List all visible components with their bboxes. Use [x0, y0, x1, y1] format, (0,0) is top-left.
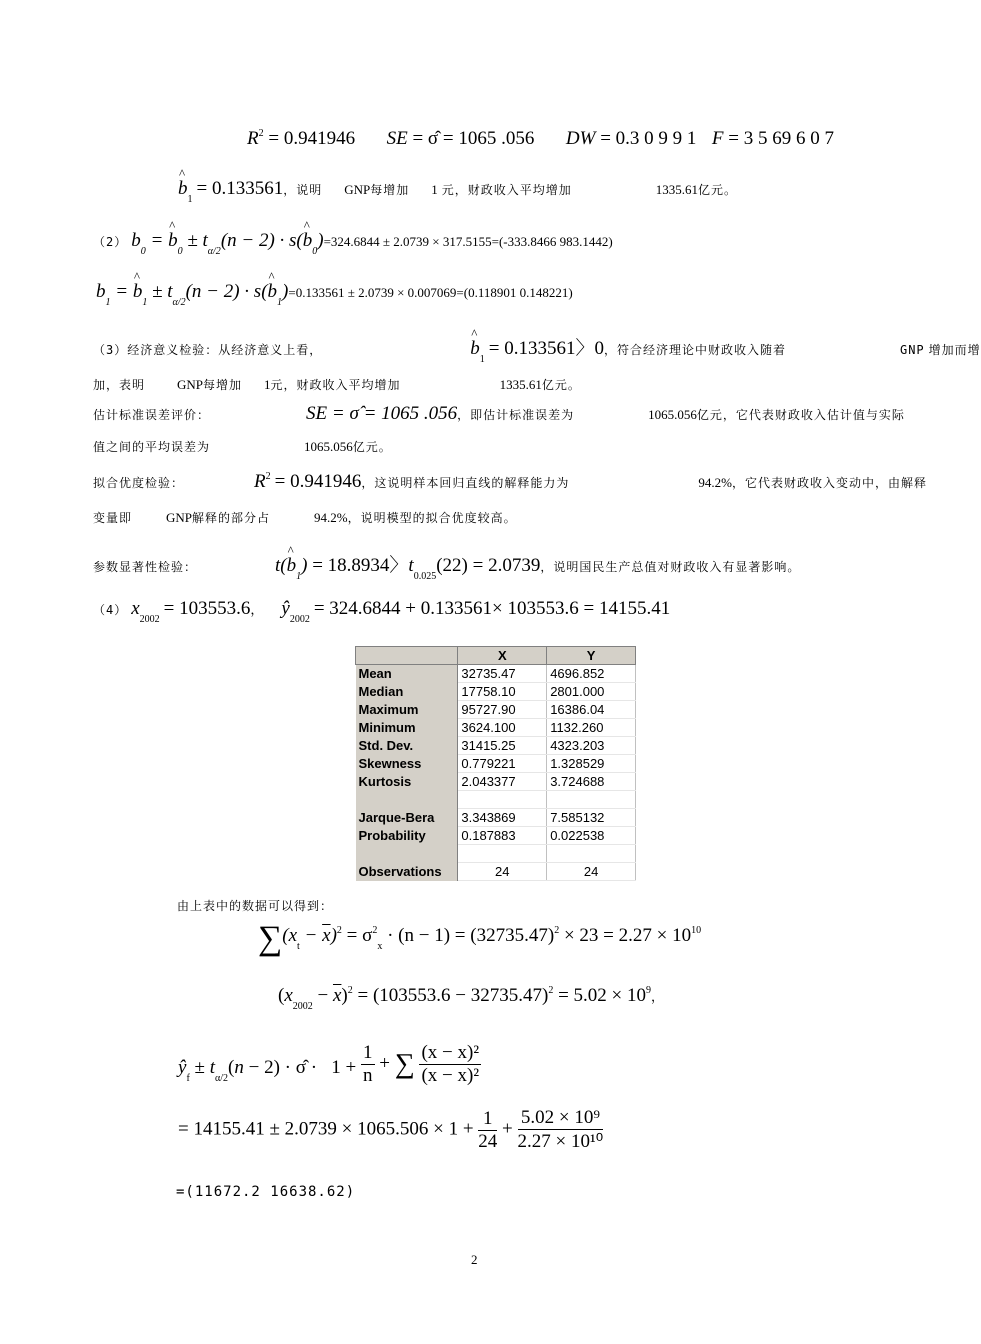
text-fragment: ，说明国民生产总值对财政收入有显著影响。 [540, 560, 801, 574]
row-label: Std. Dev. [356, 737, 458, 755]
se-evaluation-line [93, 403, 905, 425]
text-fragment: 变量即 [93, 511, 133, 525]
cell-x: 3.343869 [458, 809, 547, 827]
row-label: Skewness [356, 755, 458, 773]
row-label: Minimum [356, 719, 458, 737]
b1-interval-value: =0.133561 ± 2.0739 × 0.007069=(0.118901 0.148221) [288, 285, 573, 300]
text-fragment: 加，表明 [93, 378, 146, 392]
table-row [356, 719, 636, 737]
b1-symbol: ^ b [470, 338, 480, 360]
text-fragment: 参数显著性检验： [93, 560, 198, 574]
table-row [356, 845, 636, 863]
row-label: Median [356, 683, 458, 701]
table-row [356, 665, 636, 683]
text-fragment: 亿元。 [541, 378, 581, 392]
b1-symbol: ^ b [178, 178, 188, 200]
eq4-left: = 14155.41 ± 2.0739 × 1065.506 × 1 + [178, 1118, 474, 1140]
x-symbol: x [131, 598, 140, 619]
row-label: Observations [356, 863, 458, 881]
sum-symbol: ∑ [394, 1048, 415, 1080]
amount-text: 1335.61 [655, 182, 699, 197]
q3-line: （3）经济意义检验：从经济意义上看， ^ $b_1 = 0.133561$〉0，符合经济理论中财政收入随着 GNP 增加而增 [93, 333, 981, 360]
dw-value: = 0.3 0 9 9 1 [600, 128, 697, 149]
plus: + [502, 1118, 513, 1140]
eq3-frac1: $\frac{1}{n}$ [363, 1042, 373, 1086]
text-fragment: 亿元。 [698, 183, 738, 197]
cell-x: 2.043377 [458, 773, 547, 791]
b1-sub: 1 [187, 194, 193, 205]
text-fragment: 解释的部分占 [192, 511, 271, 525]
table-row [356, 737, 636, 755]
cell-y: 1.328529 [547, 755, 636, 773]
gnp-text: GNP [344, 182, 371, 197]
row-label: Mean [356, 665, 458, 683]
cell-y [547, 845, 636, 863]
eq3-left: $ŷ_f \pm t_{\alpha/2}(n - 2)$ · σ̂ · 1 + [178, 1056, 357, 1084]
row-label: Kurtosis [356, 773, 458, 791]
eq4-frac1: $\frac{1}{24}$ [478, 1107, 498, 1152]
eq4-frac2: $\frac{\text{5.02 × 10⁹}}{\text{2.27 × 10¹⁰}}$ [517, 1107, 604, 1152]
text-fragment: ，说明模型的拟合优度较高。 [347, 511, 517, 525]
question-label: （4） [93, 603, 128, 617]
x-value: = 103553.6 [163, 598, 251, 619]
calc-intro: 由上表中的数据可以得到： [177, 899, 334, 913]
text-fragment: 每增加 [370, 183, 410, 197]
r2-symbol: R [247, 128, 259, 149]
t-formula: t(^ $b_1$) [275, 555, 307, 576]
row-label: Probability [356, 827, 458, 845]
question-label: （2） [93, 235, 128, 249]
descriptive-stats-table [355, 646, 636, 881]
b1-value: = 0.133561〉0 [488, 338, 604, 359]
cell-x: 32735.47 [458, 665, 547, 683]
question-label: （3） [93, 343, 128, 357]
separator: ， [250, 602, 264, 617]
q4-line [93, 598, 671, 625]
x-sub: 2002 [139, 614, 160, 625]
b1-value: = 0.133561 [196, 178, 284, 199]
t-value: = 18.8934〉t [307, 555, 414, 576]
text-fragment: 元，财政收入平均增加 [270, 378, 401, 392]
cell-y: 7.585132 [547, 809, 636, 827]
text-fragment: 增加而增 [928, 343, 981, 357]
row-label [356, 791, 458, 809]
table-row [356, 755, 636, 773]
se-value: 1065.056 [304, 439, 353, 454]
gnp-text: GNP [899, 343, 925, 357]
b0-formula: $b_0$ = ^ $b_0 \pm t_{\alpha/2}(n - 2)$ · s(^ $b_0$) [131, 230, 323, 251]
se-value: 1065.056 [648, 407, 697, 422]
cell-x: 24 [458, 863, 547, 881]
cell-x: 95727.90 [458, 701, 547, 719]
text-fragment: 亿元。 [352, 440, 392, 454]
q2-b0-interval [93, 230, 613, 257]
calc-eq3 [178, 1042, 481, 1087]
q2-b1-interval [96, 281, 573, 308]
text-fragment: 经济意义检验：从经济意义上看， [127, 343, 323, 357]
row-label [356, 845, 458, 863]
r2-sup: 2 [258, 128, 264, 139]
one-text: 1 [264, 377, 271, 392]
text-fragment: 元，财政收入平均增加 [441, 183, 572, 197]
cell-y: 2801.000 [547, 683, 636, 701]
table-header: Y [547, 647, 636, 665]
r2-value: = 0.941946 [274, 471, 362, 492]
one-text: 1 [431, 182, 438, 197]
y-sub: 2002 [289, 614, 310, 625]
calc-eq2: $(x_{2002} - \overline{x})^2 = (103553.6 - 32735.47)^2 = 5.02 \times 10^9$， [278, 985, 665, 1012]
text-fragment: ，这说明样本回归直线的解释能力为 [361, 476, 570, 490]
fit-test-line-2 [93, 509, 517, 527]
table-row [356, 701, 636, 719]
y-symbol: ŷ [281, 598, 290, 619]
text-fragment: 值之间的平均误差为 [93, 440, 211, 454]
table-row [356, 773, 636, 791]
text-fragment: 拟合优度检验： [93, 476, 185, 490]
b1-interpretation-line [178, 178, 738, 205]
cell-y: 4696.852 [547, 665, 636, 683]
row-label: Maximum [356, 701, 458, 719]
table-row [356, 827, 636, 845]
eq2-body: $(x_{2002} - \overline{x})^2 = (103553.6 - 32735.47)^2 = 5.02 \times 10^9$ [278, 985, 652, 1012]
r2-symbol: R [254, 471, 266, 492]
gnp-text: GNP [177, 377, 204, 392]
row-label: Jarque-Bera [356, 809, 458, 827]
plus: + [379, 1052, 390, 1074]
cell-y: 3.724688 [547, 773, 636, 791]
table-header [356, 647, 458, 665]
cell-y: 4323.203 [547, 737, 636, 755]
table-row [356, 683, 636, 701]
q3-line-2 [93, 376, 581, 394]
cell-y [547, 791, 636, 809]
gnp-text: GNP [166, 510, 193, 525]
cell-x [458, 845, 547, 863]
text-fragment: ，说明 [283, 183, 323, 197]
fit-test-line: 拟合优度检验： $R^2 = 0.941946$，这说明样本回归直线的解释能力为 94.2%，它代表财政收入变动中，由解释 [93, 471, 927, 492]
pct-text: 94.2% [314, 510, 348, 525]
text-fragment: ，即估计标准误差为 [457, 408, 575, 422]
cell-x: 31415.25 [458, 737, 547, 755]
amount-text: 1335.61 [499, 377, 542, 392]
table-row [356, 791, 636, 809]
se-evaluation-line-2 [93, 438, 392, 456]
sum-symbol: ∑ [258, 920, 283, 957]
f-value: = 3 5 69 6 0 7 [728, 128, 834, 149]
dw-symbol: DW [565, 128, 596, 149]
eq1-body: $(x_t - \overline{x})^2 = \sigma^2_x \cdot (n - 1) = (32735.47)^2 \times 23 = 2.27 \times 10^{10}$ [282, 925, 702, 952]
text-fragment: 亿元，它代表财政收入估计值与实际 [696, 408, 905, 422]
regression-stats-line [247, 128, 834, 150]
cell-x: 17758.10 [458, 683, 547, 701]
y-value: = 324.6844 + 0.133561× 103553.6 = 14155.41 [313, 598, 671, 619]
se-value: = σ̂ = 1065 .056 [412, 128, 535, 149]
t-critical: (22) = 2.0739 [436, 555, 541, 576]
cell-x: 3624.100 [458, 719, 547, 737]
se-formula: SE = σ̂ = 1065 .056 [306, 403, 458, 424]
page-number: 2 [471, 1252, 478, 1267]
t-test-line [93, 550, 801, 582]
b0-interval-value: =324.6844 ± 2.0739 × 317.5155=(-333.8466 983.1442) [323, 234, 613, 249]
cell-x: 0.187883 [458, 827, 547, 845]
table-header: X [458, 647, 547, 665]
calc-eq1 [258, 920, 701, 958]
cell-y: 24 [547, 863, 636, 881]
eq3-frac2: $\frac{\text{(x − x)²}}{\text{(x − x)²}}$ [421, 1042, 480, 1086]
t-sub: 0.025 [413, 571, 437, 582]
se-symbol: SE [386, 128, 408, 149]
table-header-row [356, 647, 636, 665]
text-fragment: 估计标准误差评价： [93, 408, 211, 422]
cell-y: 1132.260 [547, 719, 636, 737]
table-row [356, 809, 636, 827]
text-fragment: 每增加 [203, 378, 243, 392]
prediction-interval-result: =(11672.2 16638.62) [176, 1184, 356, 1200]
cell-x: 0.779221 [458, 755, 547, 773]
text-fragment: ，它代表财政收入变动中，由解释 [731, 476, 927, 490]
cell-x [458, 791, 547, 809]
f-symbol: F [711, 128, 724, 149]
cell-y: 0.022538 [547, 827, 636, 845]
table-row [356, 863, 636, 881]
pct-text: 94.2% [698, 475, 732, 490]
r2-value: = 0.941946 [268, 128, 356, 149]
calc-eq4 [178, 1107, 603, 1153]
cell-y: 16386.04 [547, 701, 636, 719]
text-fragment: ，符合经济理论中财政收入随着 [603, 343, 786, 357]
b1-formula: $b_1$ = ^ $b_1 \pm t_{\alpha/2}(n - 2)$ · s(^ $b_1$) [96, 281, 288, 302]
